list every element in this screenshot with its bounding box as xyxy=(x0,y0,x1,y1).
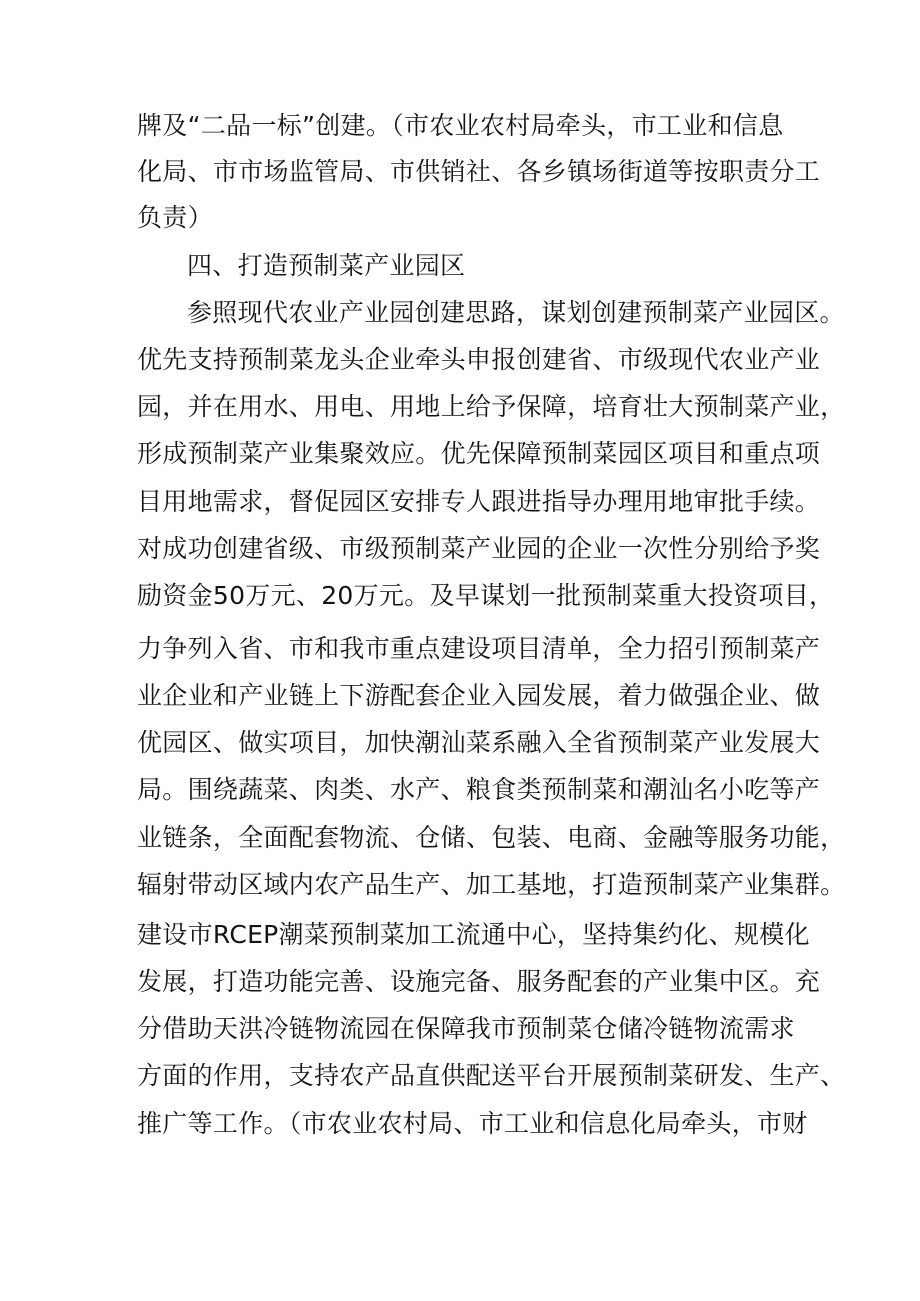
text-line: 优先支持预制菜龙头企业牵头申报创建省、市级现代农业产业 xyxy=(137,345,821,374)
text-line: 负责） xyxy=(137,203,213,232)
text-line: 局。围绕蔬菜、肉类、水产、粮食类预制菜和潮汕名小吃等产 xyxy=(137,775,821,804)
text-line: 园，并在用水、用电、用地上给予保障，培育壮大预制菜产业， xyxy=(137,392,846,421)
text-line: 发展，打造功能完善、设施完备、服务配套的产业集中区。充 xyxy=(137,967,821,996)
text-line: 励资金50万元、20万元。及早谋划一批预制菜重大投资项目， xyxy=(137,581,835,610)
text-line: 业企业和产业链上下游配套企业入园发展，着力做强企业、做 xyxy=(137,681,821,710)
text-line: 对成功创建省级、市级预制菜产业园的企业一次性分别给予奖 xyxy=(137,534,821,563)
text-line: 推广等工作。（市农业农村局、市工业和信息化局牵头，市财 xyxy=(137,1109,808,1138)
text-line: 优园区、做实项目，加快潮汕菜系融入全省预制菜产业发展大 xyxy=(137,728,821,757)
text-line: 建设市RCEP潮菜预制菜加工流通中心，坚持集约化、规模化 xyxy=(137,920,810,949)
text-line: 方面的作用，支持农产品直供配送平台开展预制菜研发、生产、 xyxy=(137,1061,846,1090)
text-line: 化局、市市场监管局、市供销社、各乡镇场街道等按职责分工 xyxy=(137,157,821,186)
text-line: 参照现代农业产业园创建思路，谋划创建预制菜产业园区。 xyxy=(187,298,845,327)
text-line: 牌及“二品一标”创建。（市农业农村局牵头，市工业和信息 xyxy=(137,111,784,140)
text-line: 辐射带动区域内农产品生产、加工基地，打造预制菜产业集群。 xyxy=(137,870,846,899)
section-heading: 四、打造预制菜产业园区 xyxy=(187,251,466,280)
text-line: 业链条，全面配套物流、仓储、包装、电商、金融等服务功能， xyxy=(137,823,846,852)
text-line: 形成预制菜产业集聚效应。优先保障预制菜园区项目和重点项 xyxy=(137,439,821,468)
text-line: 分借助天洪冷链物流园在保障我市预制菜仓储冷链物流需求 xyxy=(137,1014,795,1043)
text-line: 目用地需求，督促园区安排专人跟进指导办理用地审批手续。 xyxy=(137,487,821,516)
text-line: 力争列入省、市和我市重点建设项目清单，全力招引预制菜产 xyxy=(137,634,821,663)
